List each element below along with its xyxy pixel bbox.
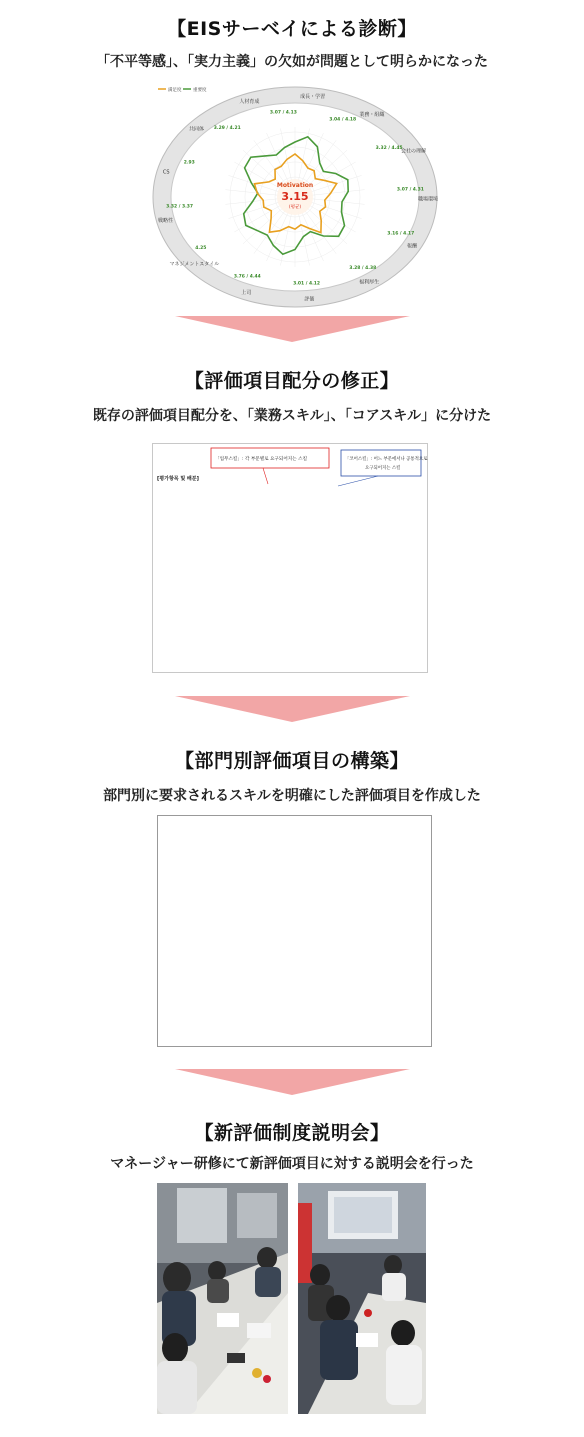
allocation-table-figure: [152, 443, 428, 673]
callout-work-skill-text: 「업무스킬」: 각 부문별로 요구되어지는 스킬: [215, 457, 308, 462]
radar-outer-label: マネジメントスタイル: [169, 261, 220, 268]
radar-outer-value: 3.76 / 4.44: [233, 274, 261, 280]
eis-survey-title: 【EISサーベイによる診断】: [167, 18, 417, 40]
radar-center-sub: (평균): [288, 205, 302, 210]
radar-chart-svg: [150, 83, 440, 311]
down-arrow-3: [175, 1069, 410, 1095]
allocation-table-svg: [153, 444, 429, 674]
department-sheet-svg: [158, 816, 433, 1048]
eis-radar-figure: [150, 83, 440, 311]
radar-outer-value: 3.01 / 4.12: [293, 281, 321, 287]
radar-outer-label: 成長・学習: [300, 93, 326, 100]
radar-outer-value: 3.29 / 4.21: [213, 126, 241, 132]
radar-outer-value: 3.28 / 4.38: [349, 265, 377, 271]
radar-outer-label: 福利厚生: [359, 279, 380, 286]
legend-importance: 重要度: [193, 88, 207, 93]
eis-survey-subtitle: 「不平等感」、「実力主義」の欠如が問題として明らかになった: [96, 54, 488, 70]
table-caption: [평가항목 및 배분]: [157, 476, 199, 482]
radar-outer-label: 人材育成: [239, 99, 260, 106]
briefing-subtitle: マネージャー研修にて新評価項目に対する説明会を行った: [110, 1156, 474, 1172]
callout-core-skill: [341, 450, 421, 476]
department-items-title: 【部門別評価項目の構築】: [174, 750, 409, 772]
department-sheet-figure: [157, 815, 432, 1047]
radar-outer-value: 3.04 / 4.18: [329, 117, 357, 123]
radar-outer-value: 3.16 / 4.17: [387, 231, 415, 237]
callout-core-skill-text-2: 요구되어지는 스킬: [365, 466, 401, 471]
briefing-photo-left: [157, 1183, 288, 1414]
radar-outer-label: 評価: [304, 296, 315, 303]
evaluation-allocation-subtitle: 既存の評価項目配分を、「業務スキル」、「コアスキル」に分けた: [92, 408, 492, 424]
radar-outer-value: 3.32 / 4.45: [375, 145, 403, 151]
radar-outer-label: 会社の理解: [401, 148, 427, 155]
radar-outer-label: 報酬: [406, 243, 417, 250]
radar-outer-value: 2.93: [183, 160, 195, 166]
down-arrow-2: [175, 696, 410, 722]
radar-center-value: 3.15: [281, 190, 309, 203]
callout-core-skill-text-1: 「코어스킬」: 어느 부문에서나 공통적으로: [345, 457, 428, 462]
radar-outer-label: 職場環境: [417, 196, 438, 203]
radar-outer-label: CS: [162, 169, 170, 176]
radar-outer-value: 4.25: [195, 246, 207, 252]
department-items-subtitle: 部門別に要求されるスキルを明確にした評価項目を作成した: [103, 788, 481, 804]
briefing-title: 【新評価制度説明会】: [194, 1122, 390, 1144]
briefing-photo-right: [298, 1183, 426, 1414]
down-arrow-1: [175, 316, 410, 342]
radar-outer-label: 業務・組織: [359, 111, 385, 118]
radar-outer-value: 3.07 / 4.31: [396, 187, 424, 193]
evaluation-allocation-title: 【評価項目配分の修正】: [184, 370, 400, 392]
radar-outer-label: 上司: [241, 289, 252, 296]
radar-outer-label: 共同体: [189, 126, 205, 133]
radar-outer-label: 戦略性: [157, 218, 173, 225]
radar-outer-value: 3.07 / 4.13: [269, 110, 297, 116]
radar-center-label: Motivation: [276, 182, 314, 189]
radar-outer-value: 3.32 / 3.37: [166, 204, 194, 210]
legend-satisfaction: 満足度: [168, 88, 182, 93]
